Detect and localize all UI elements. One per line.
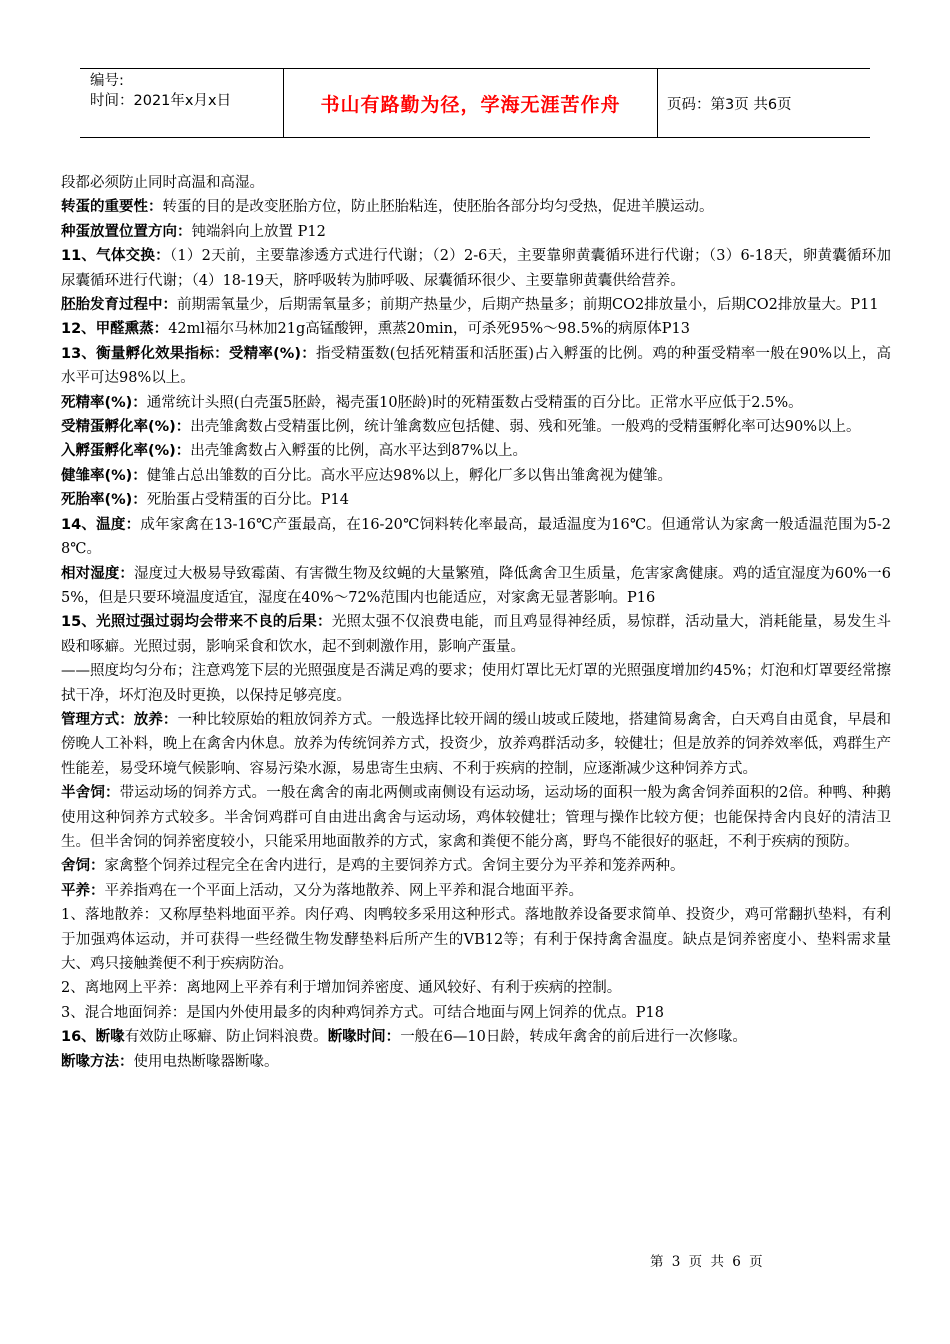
paragraph-heading: 16、断喙 xyxy=(61,1029,125,1046)
paragraph xyxy=(61,854,891,878)
paragraph xyxy=(61,781,891,854)
paragraph-heading: 受精蛋孵化率(%)： xyxy=(61,419,191,436)
paragraph xyxy=(61,195,891,219)
paragraph-heading: 死精率(%)： xyxy=(61,394,147,411)
paragraph-heading: 健雏率(%)： xyxy=(61,467,147,484)
paragraph xyxy=(61,293,891,317)
paragraph xyxy=(61,220,891,244)
page-code: 页码：第3页 共6页 xyxy=(667,96,792,113)
paragraph xyxy=(61,976,891,1000)
paragraph xyxy=(61,610,891,659)
paragraph xyxy=(61,708,891,781)
paragraph-text: 出壳雏禽数占受精蛋比例，统计雏禽数应包括健、弱、残和死雏。一般鸡的受精蛋孵化率可达90%以上。 xyxy=(190,419,861,436)
paragraph xyxy=(61,903,891,976)
paragraph xyxy=(61,1001,891,1025)
paragraph-text: 家禽整个饲养过程完全在舍内进行，是鸡的主要饲养方式。舍饲主要分为平养和笼养两种。 xyxy=(104,858,685,875)
doc-time: 时间：2021年x月x日 xyxy=(90,93,232,109)
motto: 书山有路勤为径，学海无涯苦作舟 xyxy=(320,93,621,116)
paragraph xyxy=(61,513,891,562)
paragraph-heading: 死胎率(%)： xyxy=(61,492,147,509)
paragraph-text: 1、落地散养：又称厚垫料地面平养。肉仔鸡、肉鸭较多采用这种形式。落地散养设备要求简单、投资少，鸡可常翻扒垫料，有利于加强鸡体运动，并可获得一些经微生物发酵垫料后所产生的VB12等；有利于保持禽舍温度。缺点是饲养密度小、垫料需求量大、鸡只接触粪便不利于疾病防治。 xyxy=(61,907,891,972)
paragraph-text: 2、离地网上平养：离地网上平养有利于增加饲养密度、通风较好、有利于疾病的控制。 xyxy=(61,980,622,997)
paragraph-text: 死胎蛋占受精蛋的百分比。P14 xyxy=(146,492,350,509)
paragraph xyxy=(61,342,891,391)
paragraph-text: 前期需氧量少，后期需氧量多；前期产热量少，后期产热量多；前期CO2排放量小，后期CO2排放量大。P11 xyxy=(177,297,879,314)
paragraph xyxy=(61,244,891,293)
paragraph xyxy=(61,488,891,512)
paragraph xyxy=(61,415,891,439)
paragraph-heading: 11、气体交换： xyxy=(61,248,170,265)
paragraph-text: 带运动场的饲养方式。一般在禽舍的南北两侧或南侧设有运动场，运动场的面积一般为禽舍饲养面积的2倍。种鸭、种鹅使用这种饲养方式较多。半舍饲鸡群可自由进出禽舍与运动场，鸡体较健壮；管理与操作比较方便；也能保持舍内良好的清洁卫生。但半舍饲的饲养密度较小，只能采用地面散养的方式，家禽和粪便不能分离，野鸟不能很好的驱赶，不利于疾病的预防。 xyxy=(61,785,892,850)
paragraph-text: （1）2天前，主要靠渗透方式进行代谢；（2）2-6天，主要靠卵黄囊循环进行代谢；（3）6-18天，卵黄囊循环加尿囊循环进行代谢；（4）18-19天，脐呼吸转为肺呼吸、尿囊循环很少、主要靠卵黄囊供给营养。 xyxy=(61,248,891,289)
paragraph-text: 钝端斜向上放置 P12 xyxy=(191,223,326,240)
header-right xyxy=(663,69,874,137)
paragraph-heading: 14、温度： xyxy=(61,516,141,533)
paragraph xyxy=(61,464,891,488)
paragraph-heading: 13、衡量孵化效果指标：受精率(%)： xyxy=(61,345,316,362)
paragraph xyxy=(61,879,891,903)
paragraph xyxy=(61,171,891,195)
paragraph-text: 42ml福尔马林加21g高锰酸钾，熏蒸20min，可杀死95%～98.5%的病原体P13 xyxy=(168,321,690,338)
paragraph-text: 健雏占总出雏数的百分比。高水平应达98%以上，孵化厂多以售出雏禽视为健雏。 xyxy=(146,467,673,484)
page-footer: 第 3 页 共 6 页 xyxy=(650,1254,765,1270)
paragraph xyxy=(61,1025,891,1049)
paragraph-text: 指受精蛋数(包括死精蛋和活胚蛋)占入孵蛋的比例。鸡的种蛋受精率一般在90%以上，高水平可达98%以上。 xyxy=(61,345,891,387)
paragraph-text: ——照度均匀分布；注意鸡笼下层的光照强度是否满足鸡的要求；使用灯罩比无灯罩的光照强度增加约45%；灯泡和灯罩要经常擦拭干净，坏灯泡及时更换，以保持足够亮度。 xyxy=(61,663,891,704)
paragraph xyxy=(61,317,891,341)
paragraph-text: 出壳雏禽数占入孵蛋的比例，高水平达到87%以上。 xyxy=(190,443,528,460)
paragraph-heading: 转蛋的重要性： xyxy=(61,199,163,216)
paragraph-text: 平养指鸡在一个平面上活动，又分为落地散养、网上平养和混合地面平养。 xyxy=(104,882,583,899)
paragraph xyxy=(61,562,891,611)
paragraph-text: 湿度过大极易导致霉菌、有害微生物及纹蝇的大量繁殖，降低禽舍卫生质量，危害家禽健康。鸡的适宜湿度为60%一65%，但是只要环境温度适宜，湿度在40%～72%范围内也能适应，对家禽无显著影响。P16 xyxy=(61,565,892,606)
paragraph xyxy=(61,1050,891,1074)
page-header xyxy=(80,68,870,138)
paragraph-text: 段都必须防止同时高温和高湿。 xyxy=(61,175,264,191)
paragraph-text: 光照太强不仅浪费电能，而且鸡显得神经质，易惊群，活动量大，消耗能量，易发生斗殴和啄癖。光照过弱，影响采食和饮水，起不到刺激作用，影响产蛋量。 xyxy=(61,614,891,655)
paragraph-heading: 种蛋放置位置方向： xyxy=(61,223,192,240)
paragraph-text: 有效防止啄癖、防止饲料浪费。 xyxy=(124,1029,328,1046)
paragraph-heading: 相对湿度： xyxy=(61,565,135,582)
paragraph-heading: 入孵蛋孵化率(%)： xyxy=(61,443,191,460)
paragraph-heading: 断喙方法： xyxy=(61,1053,134,1070)
paragraph-text: 通常统计头照(白壳蛋5胚龄，褐壳蛋10胚龄)时的死精蛋数占受精蛋的百分比。正常水平应低于2.5%。 xyxy=(146,394,803,411)
paragraph-heading-2: 断喙时间： xyxy=(327,1029,401,1046)
paragraph-text: 转蛋的目的是改变胚胎方位，防止胚胎粘连，使胚胎各部分均匀受热，促进羊膜运动。 xyxy=(162,199,714,216)
paragraph-text: 使用电热断喙器断喙。 xyxy=(133,1053,279,1070)
document-body xyxy=(61,171,891,1074)
paragraph-text: 成年家禽在13-16℃产蛋最高，在16-20℃饲料转化率最高，最适温度为16℃。但通常认为家禽一般适温范围为5-28℃。 xyxy=(61,516,891,558)
paragraph-text-2: 一般在6—10日龄，转成年禽舍的前后进行一次修喙。 xyxy=(400,1029,747,1046)
paragraph-text: 一种比较原始的粗放饲养方式。一般选择比较开阔的缓山坡或丘陵地，搭建简易禽舍，白天鸡自由觅食，早晨和傍晚人工补料，晚上在禽舍内休息。放养为传统饲养方式，投资少，放养鸡群活动多，较健壮；但是放养的饲养效率低，鸡群生产性能差，易受环境气候影响、容易污染水源，易患寄生虫病、不利于疾病的控制，应逐渐减少这种饲养方式。 xyxy=(61,711,891,777)
paragraph-heading: 15、光照过强过弱均会带来不良的后果： xyxy=(61,614,332,631)
paragraph-heading: 管理方式：放养： xyxy=(61,711,178,728)
paragraph xyxy=(61,439,891,463)
header-left xyxy=(80,69,280,137)
paragraph xyxy=(61,659,891,708)
paragraph-heading: 舍饲： xyxy=(61,858,105,875)
doc-number: 编号: xyxy=(90,73,124,89)
paragraph-heading: 12、甲醛熏蒸： xyxy=(61,321,169,338)
paragraph-text: 3、混合地面饲养：是国内外使用最多的肉种鸡饲养方式。可结合地面与网上饲养的优点。P18 xyxy=(61,1004,664,1021)
paragraph xyxy=(61,391,891,415)
paragraph-heading: 半舍饲： xyxy=(61,785,120,802)
header-middle xyxy=(283,69,658,137)
paragraph-heading: 胚胎发育过程中： xyxy=(61,297,177,314)
paragraph-heading: 平养： xyxy=(61,882,105,899)
